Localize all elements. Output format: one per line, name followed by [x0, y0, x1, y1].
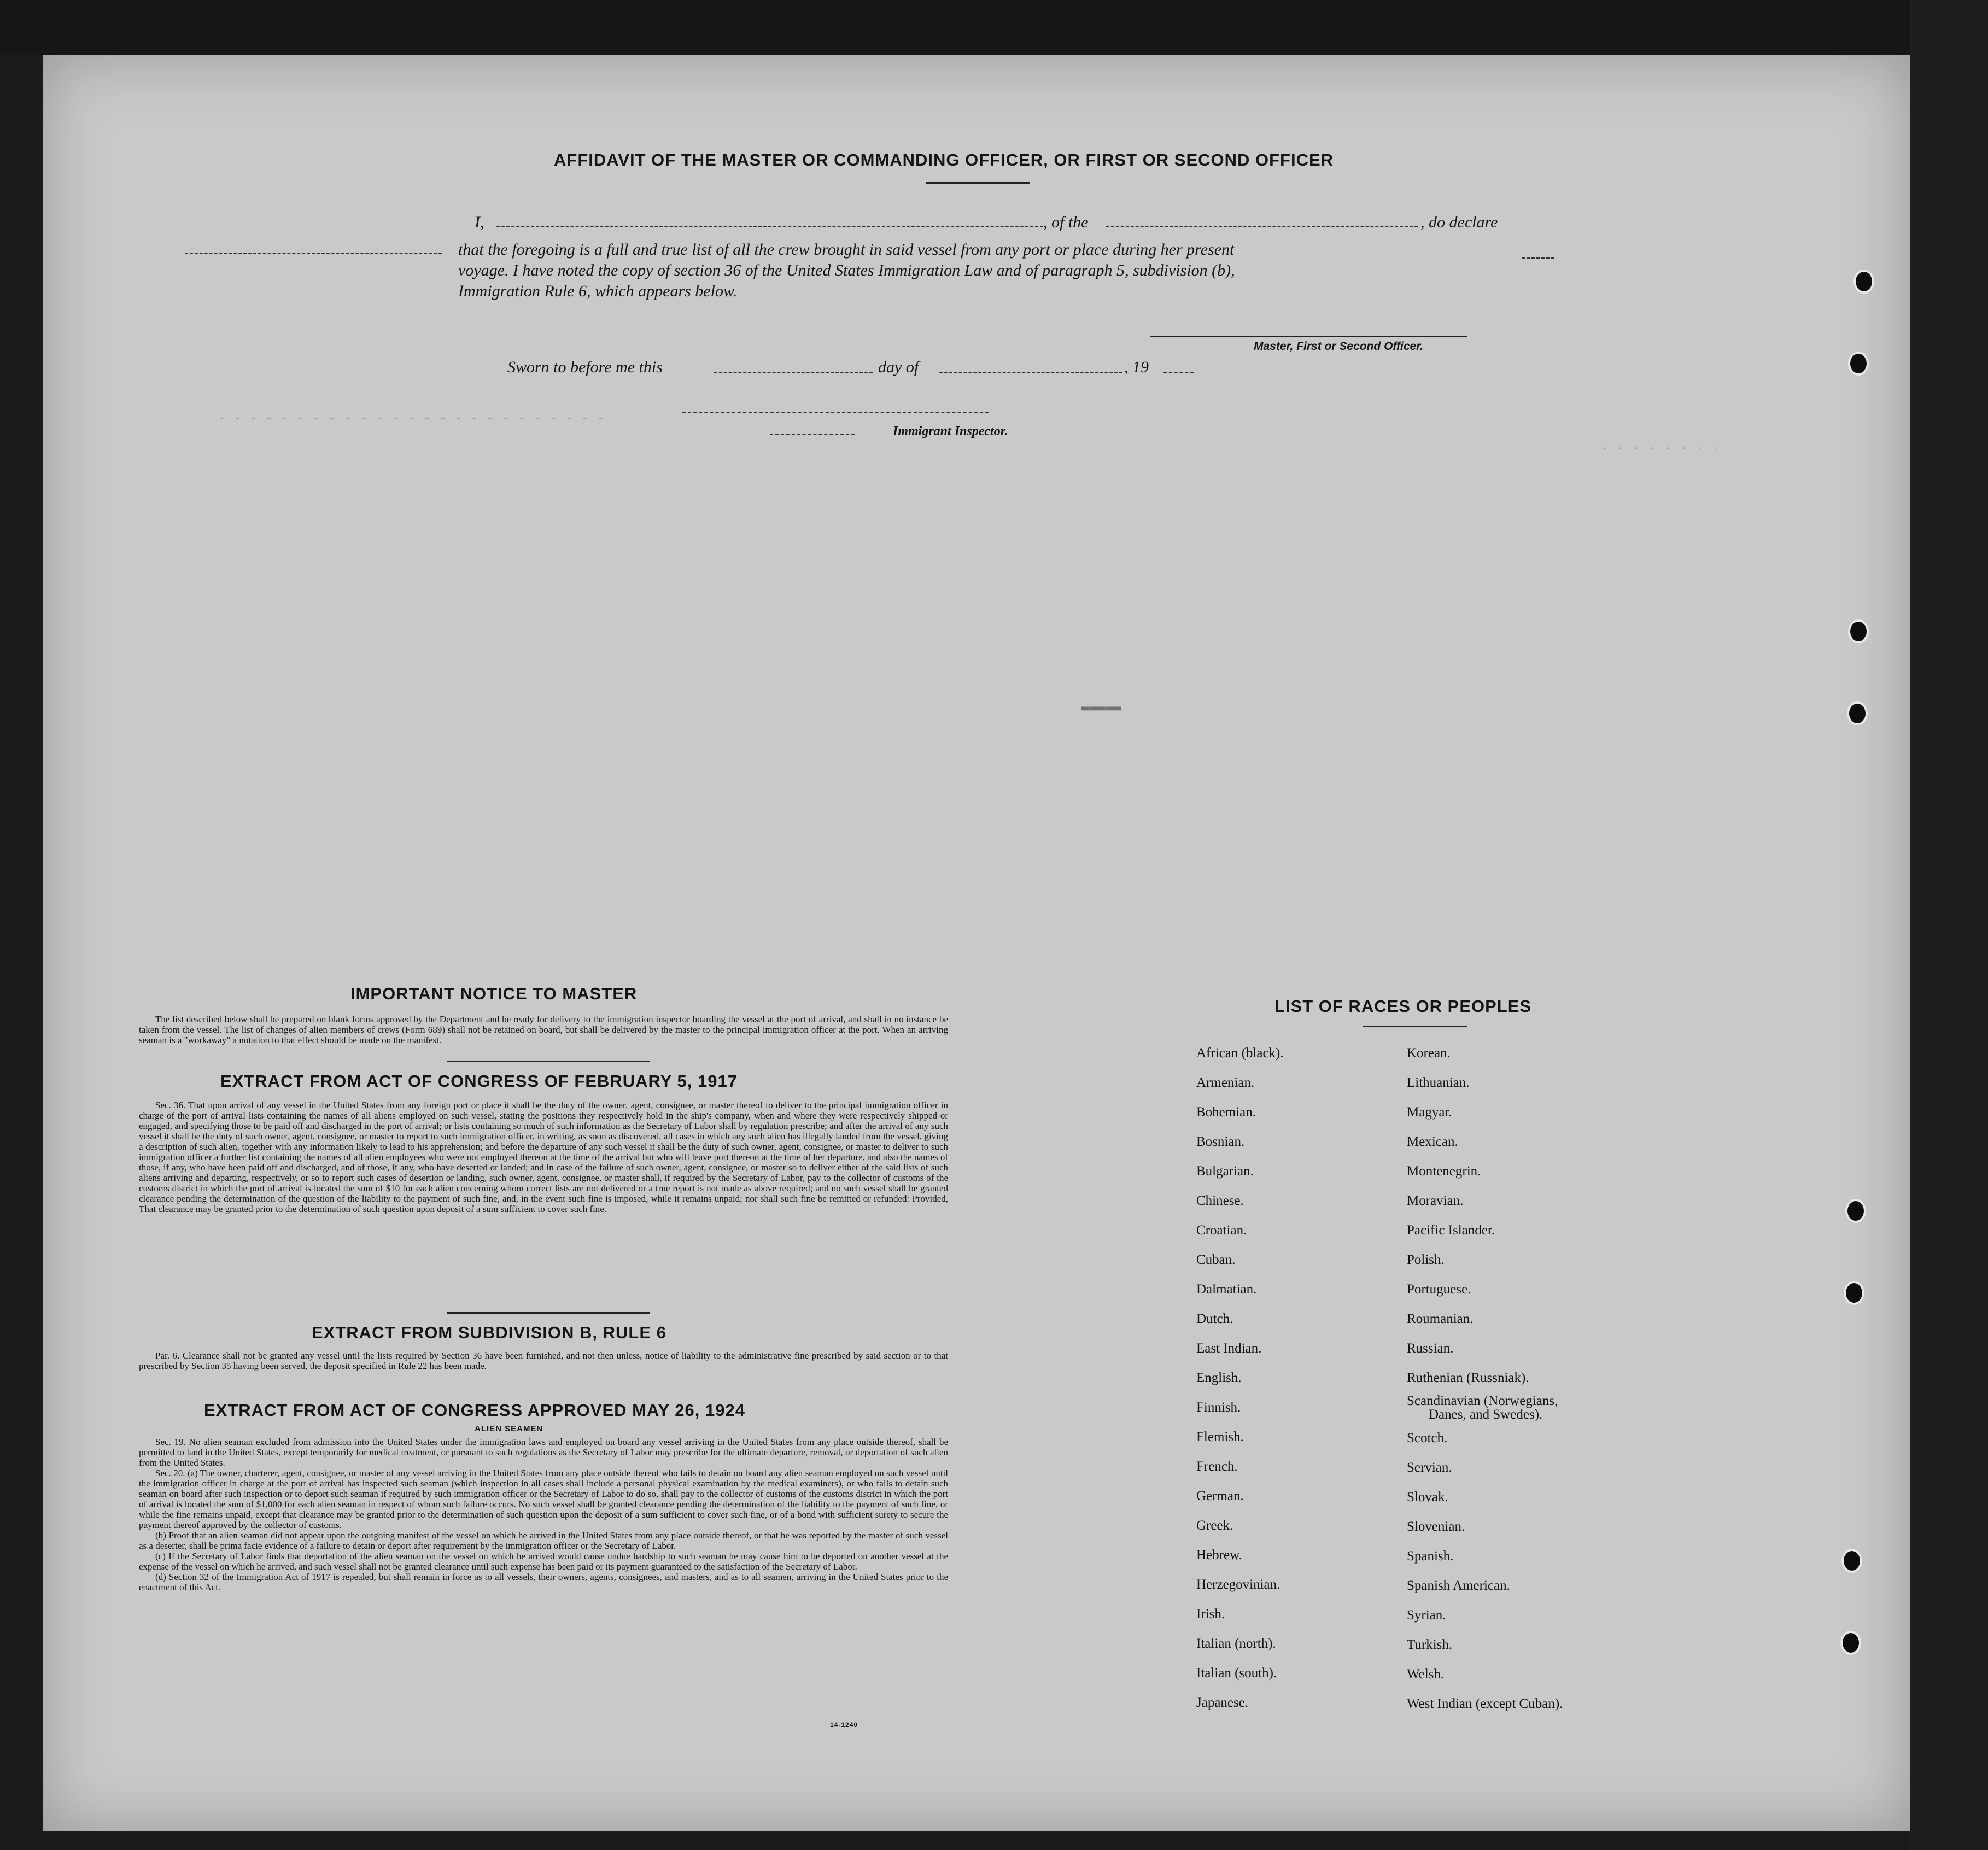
margin-dash: [1522, 257, 1554, 259]
binder-hole: [1844, 1281, 1864, 1305]
sworn-prefix: Sworn to before me this: [507, 358, 663, 376]
affidavit-i: I,: [475, 213, 484, 231]
extract-rule6-body: [139, 1350, 948, 1371]
race-item: English.: [1196, 1371, 1242, 1385]
race-item: Chinese.: [1196, 1193, 1244, 1208]
race-item: Flemish.: [1196, 1430, 1244, 1444]
affidavit-of-the: , of the: [1043, 213, 1089, 231]
sworn-day-line[interactable]: [714, 372, 873, 373]
affidavit-declare: , do declare: [1420, 213, 1498, 231]
extract-1917-title: EXTRACT FROM ACT OF CONGRESS OF FEBRUARY 5, 1917: [220, 1072, 738, 1091]
affidavit-line2: that the foregoing is a full and true list of all the crew brought in said vessel from any port or place during her present: [458, 241, 1235, 259]
binder-hole: [1841, 1549, 1862, 1573]
margin-dash: [185, 253, 442, 254]
race-item: Lithuanian.: [1407, 1075, 1470, 1090]
master-signature-line[interactable]: [1150, 336, 1467, 337]
sec19-paragraph: Sec. 19. No alien seaman excluded from admission into the United States under the immigration laws and employed on board any vessel arriving in the United States from any place outside thereof, shall be permitted to land in the United States, except temporarily for medical treatment, or pursuant to such regulations as the Secretary of Labor may prescribe for the ultimate departure, removal, or deportation of such alien from the United States.: [139, 1437, 948, 1468]
title-underline: [926, 182, 1030, 184]
extract-1924-body: [139, 1437, 948, 1593]
vessel-blank-line[interactable]: [1106, 226, 1418, 227]
race-item: German.: [1196, 1489, 1244, 1503]
scan-border-right: [1910, 0, 1988, 1850]
scan-border-top: [0, 0, 1988, 55]
affidavit-line4: Immigration Rule 6, which appears below.: [458, 282, 738, 300]
race-item: Polish.: [1407, 1252, 1445, 1267]
alien-seamen-subtitle: ALIEN SEAMEN: [475, 1424, 543, 1433]
race-item: Italian (north).: [1196, 1636, 1276, 1651]
race-item: Bosnian.: [1196, 1134, 1245, 1149]
race-item: Bulgarian.: [1196, 1164, 1254, 1179]
race-item: Welsh.: [1407, 1667, 1445, 1682]
sec36-paragraph: Sec. 36. That upon arrival of any vessel in the United States from any foreign port or place it shall be the duty of the owner, agent, consignee, or master thereof to deliver to the principal immigration officer in charge of the port of arrival lists containing the names of all aliens employed on such vessel, stating the positions they respectively hold in the ship's company, when and where they were respectively shipped or engaged, and specifying those to be paid off and discharged in the port of arrival; or lists containing so much of such information as the Secretary of Labor shall by regulation prescribe; and after the arrival of any such vessel it shall be the duty of such owner, agent, consignee, or master to report to such immigration officer, in writing, as soon as discovered, all cases in which any such alien has illegally landed from the vessel, giving a description of such alien, together with any information likely to lead to his apprehension; and before the departure of any such vessel it shall be the duty of such owner, agent, consignee, or master to deliver to such immigration officer a further list containing the names of all alien employees who were not employed thereon at the time of the arrival but who will leave port thereon at the time of her departure, and also the names of those, if any, who have been paid off and discharged, and of those, if any, who have deserted or landed; and in case of the failure of such owner, agent, consignee, or master so to deliver either of the said lists of such aliens arriving and departing, respectively, or so to report such cases of desertion or landing, such owner, agent, consignee, or master shall, if required by the Secretary of Labor, pay to the collector of customs of the customs district in which the port of arrival is located the sum of $10 for each alien concerning whom correct lists are not delivered or a true report is not made as above required; and no such vessel shall be granted clearance pending the determination of the question of the liability to the payment of such fine, and, in the event such fine is imposed, while it remains unpaid; nor shall such fine be remitted or refunded: Provided, That clearance may be granted prior to the determination of such question upon deposit of a sum sufficient to cover such fine.: [139, 1100, 948, 1214]
race-item: Dutch.: [1196, 1312, 1233, 1326]
binder-hole: [1848, 619, 1869, 643]
form-number: 14-1240: [830, 1721, 858, 1729]
race-item: Pacific Islander.: [1407, 1223, 1495, 1238]
sec20b-paragraph: (b) Proof that an alien seaman did not appear upon the outgoing manifest of the vessel on which he arrived in the United States from any place outside thereof, or that he was reported by the master of such vessel as a deserter, shall be prima facie evidence of a failure to detain or deport after requirement by the immigration officer or the Secretary of Labor.: [139, 1530, 948, 1551]
race-item: East Indian.: [1196, 1341, 1262, 1356]
races-left-column: [1196, 1039, 1284, 1718]
sec20c-paragraph: (c) If the Secretary of Labor finds that deportation of the alien seaman on the vessel on which he arrived would cause undue hardship to such seaman he may cause him to be deported on another vessel at the expense of the vessel on which he arrived, and such vessel shall not be granted clearance until such expense has been paid or its payment guaranteed to the satisfaction of the Secretary of Labor.: [139, 1551, 948, 1572]
binder-hole: [1848, 352, 1869, 376]
race-item-line2: Danes, and Swedes).: [1429, 1407, 1543, 1422]
race-item: West Indian (except Cuban).: [1407, 1696, 1563, 1711]
binder-hole: [1845, 1199, 1866, 1223]
race-item: Syrian.: [1407, 1608, 1446, 1623]
master-caption: Master, First or Second Officer.: [1254, 340, 1424, 353]
race-item: Irish.: [1196, 1607, 1225, 1621]
sworn-year-line[interactable]: [1163, 372, 1194, 373]
race-item: Spanish.: [1407, 1549, 1454, 1564]
name-blank-line[interactable]: [496, 226, 1043, 227]
race-item: Hebrew.: [1196, 1548, 1242, 1562]
sworn-month-line[interactable]: [939, 372, 1122, 373]
race-item: French.: [1196, 1459, 1238, 1474]
race-item: Slovenian.: [1407, 1519, 1465, 1534]
race-item: [1407, 1393, 1563, 1424]
race-item: Italian (south).: [1196, 1666, 1277, 1681]
section-divider: [447, 1061, 650, 1062]
race-item: Mexican.: [1407, 1134, 1458, 1149]
notice-body: [139, 1014, 948, 1045]
race-item: Slovak.: [1407, 1490, 1448, 1504]
sec20a-paragraph: Sec. 20. (a) The owner, charterer, agent, consignee, or master of any vessel arriving in the United States from any place outside thereof who fails to detain on board any alien seaman employed on such vessel until the immigration officer in charge at the port of arrival has inspected such seaman (which inspection in all cases shall include a personal physical examination by the medical examiners), or who fails to detain such seaman on board after such inspection or to deport such seaman if required by such immigration officer or the Secretary of Labor to do so, shall pay to the collector of customs of the customs district in which the port of arrival is located the sum of $1,000 for each alien seaman in respect of whom such failure occurs. No such vessel shall be granted clearance pending the determination of the liability to the payment of such fine, or while the fine remains unpaid, except that clearance may be granted prior to the determination of such question upon the deposit of a sum sufficient to cover such fine, or of a bond with sufficient surety to secure the payment thereof approved by the collector of customs.: [139, 1468, 948, 1530]
race-item: Korean.: [1407, 1046, 1451, 1061]
sec20d-paragraph: (d) Section 32 of the Immigration Act of 1917 is repealed, but shall remain in force as to all vessels, their owners, agents, consignees, and masters, and as to all seamen, arriving in the United States prior to the enactment of this Act.: [139, 1572, 948, 1593]
extract-rule6-title: EXTRACT FROM SUBDIVISION B, RULE 6: [312, 1323, 666, 1342]
bleed-through-text: ▬▬▬▬▬: [1081, 700, 1121, 715]
notice-title: IMPORTANT NOTICE TO MASTER: [350, 984, 638, 1003]
race-item: Greek.: [1196, 1518, 1233, 1533]
race-item: African (black).: [1196, 1046, 1284, 1061]
bleed-through-text: - - - - - - - - - - - - - - - - - - - - - - - - -: [218, 410, 605, 425]
race-item: Portuguese.: [1407, 1282, 1471, 1297]
race-item: Russian.: [1407, 1341, 1454, 1356]
binder-hole: [1840, 1631, 1861, 1655]
races-right-column: [1407, 1039, 1563, 1719]
affidavit-title: AFFIDAVIT OF THE MASTER OR COMMANDING OFFICER, OR FIRST OR SECOND OFFICER: [554, 150, 1334, 169]
race-item: Spanish American.: [1407, 1578, 1510, 1593]
race-item: Roumanian.: [1407, 1312, 1474, 1326]
race-item: Bohemian.: [1196, 1105, 1256, 1120]
races-title: LIST OF RACES OR PEOPLES: [1274, 997, 1532, 1016]
race-item: Cuban.: [1196, 1252, 1236, 1267]
race-item: Ruthenian (Russniak).: [1407, 1371, 1529, 1385]
race-item: Armenian.: [1196, 1075, 1255, 1090]
race-item: Japanese.: [1196, 1695, 1249, 1710]
par6-paragraph: Par. 6. Clearance shall not be granted any vessel until the lists required by Section 36 have been furnished, and not then unless, notice of liability to the administrative fine prescribed by said section or to that prescribed by Section 35 having been served, the deposit specified in Rule 22 has been made.: [139, 1350, 948, 1371]
sworn-year: , 19: [1124, 358, 1149, 376]
extract-1924-title: EXTRACT FROM ACT OF CONGRESS APPROVED MAY 26, 1924: [204, 1401, 745, 1420]
inspector-caption: Immigrant Inspector.: [893, 424, 1008, 438]
affidavit-line3: voyage. I have noted the copy of section 36 of the United States Immigration Law and of paragraph 5, subdivision (b),: [458, 261, 1235, 279]
sworn-day-of: day of: [878, 358, 919, 376]
race-item: Dalmatian.: [1196, 1282, 1257, 1297]
race-item: Croatian.: [1196, 1223, 1247, 1238]
race-item-line1: Scandinavian (Norwegians,: [1407, 1394, 1558, 1408]
races-underline: [1363, 1026, 1467, 1027]
binder-hole: [1853, 270, 1874, 294]
race-item: Servian.: [1407, 1460, 1452, 1475]
race-item: Magyar.: [1407, 1105, 1452, 1120]
manifest-page: [43, 55, 1910, 1831]
race-item: Turkish.: [1407, 1637, 1453, 1652]
inspector-signature-line[interactable]: [682, 412, 989, 413]
extract-1917-body: [139, 1100, 948, 1214]
race-item: Finnish.: [1196, 1400, 1241, 1415]
binder-hole: [1847, 701, 1868, 725]
bleed-through-text: . . . . . . . .: [1601, 437, 1720, 453]
section-divider: [447, 1312, 650, 1314]
race-item: Montenegrin.: [1407, 1164, 1481, 1179]
notice-paragraph: The list described below shall be prepared on blank forms approved by the Department and be ready for delivery to the immigration inspector boarding the vessel at the port of arrival, and shall in no instance be taken from the vessel. The list of changes of alien members of crews (Form 689) shall not be retained on board, but shall be delivered by the master to the principal immigration officer at the port. When an arriving seaman is a "workaway" a notation to that effect should be made on the manifest.: [139, 1014, 948, 1045]
race-item: Moravian.: [1407, 1193, 1464, 1208]
race-item: Scotch.: [1407, 1431, 1448, 1445]
inspector-short-line: [770, 434, 855, 435]
race-item: Herzegovinian.: [1196, 1577, 1280, 1592]
